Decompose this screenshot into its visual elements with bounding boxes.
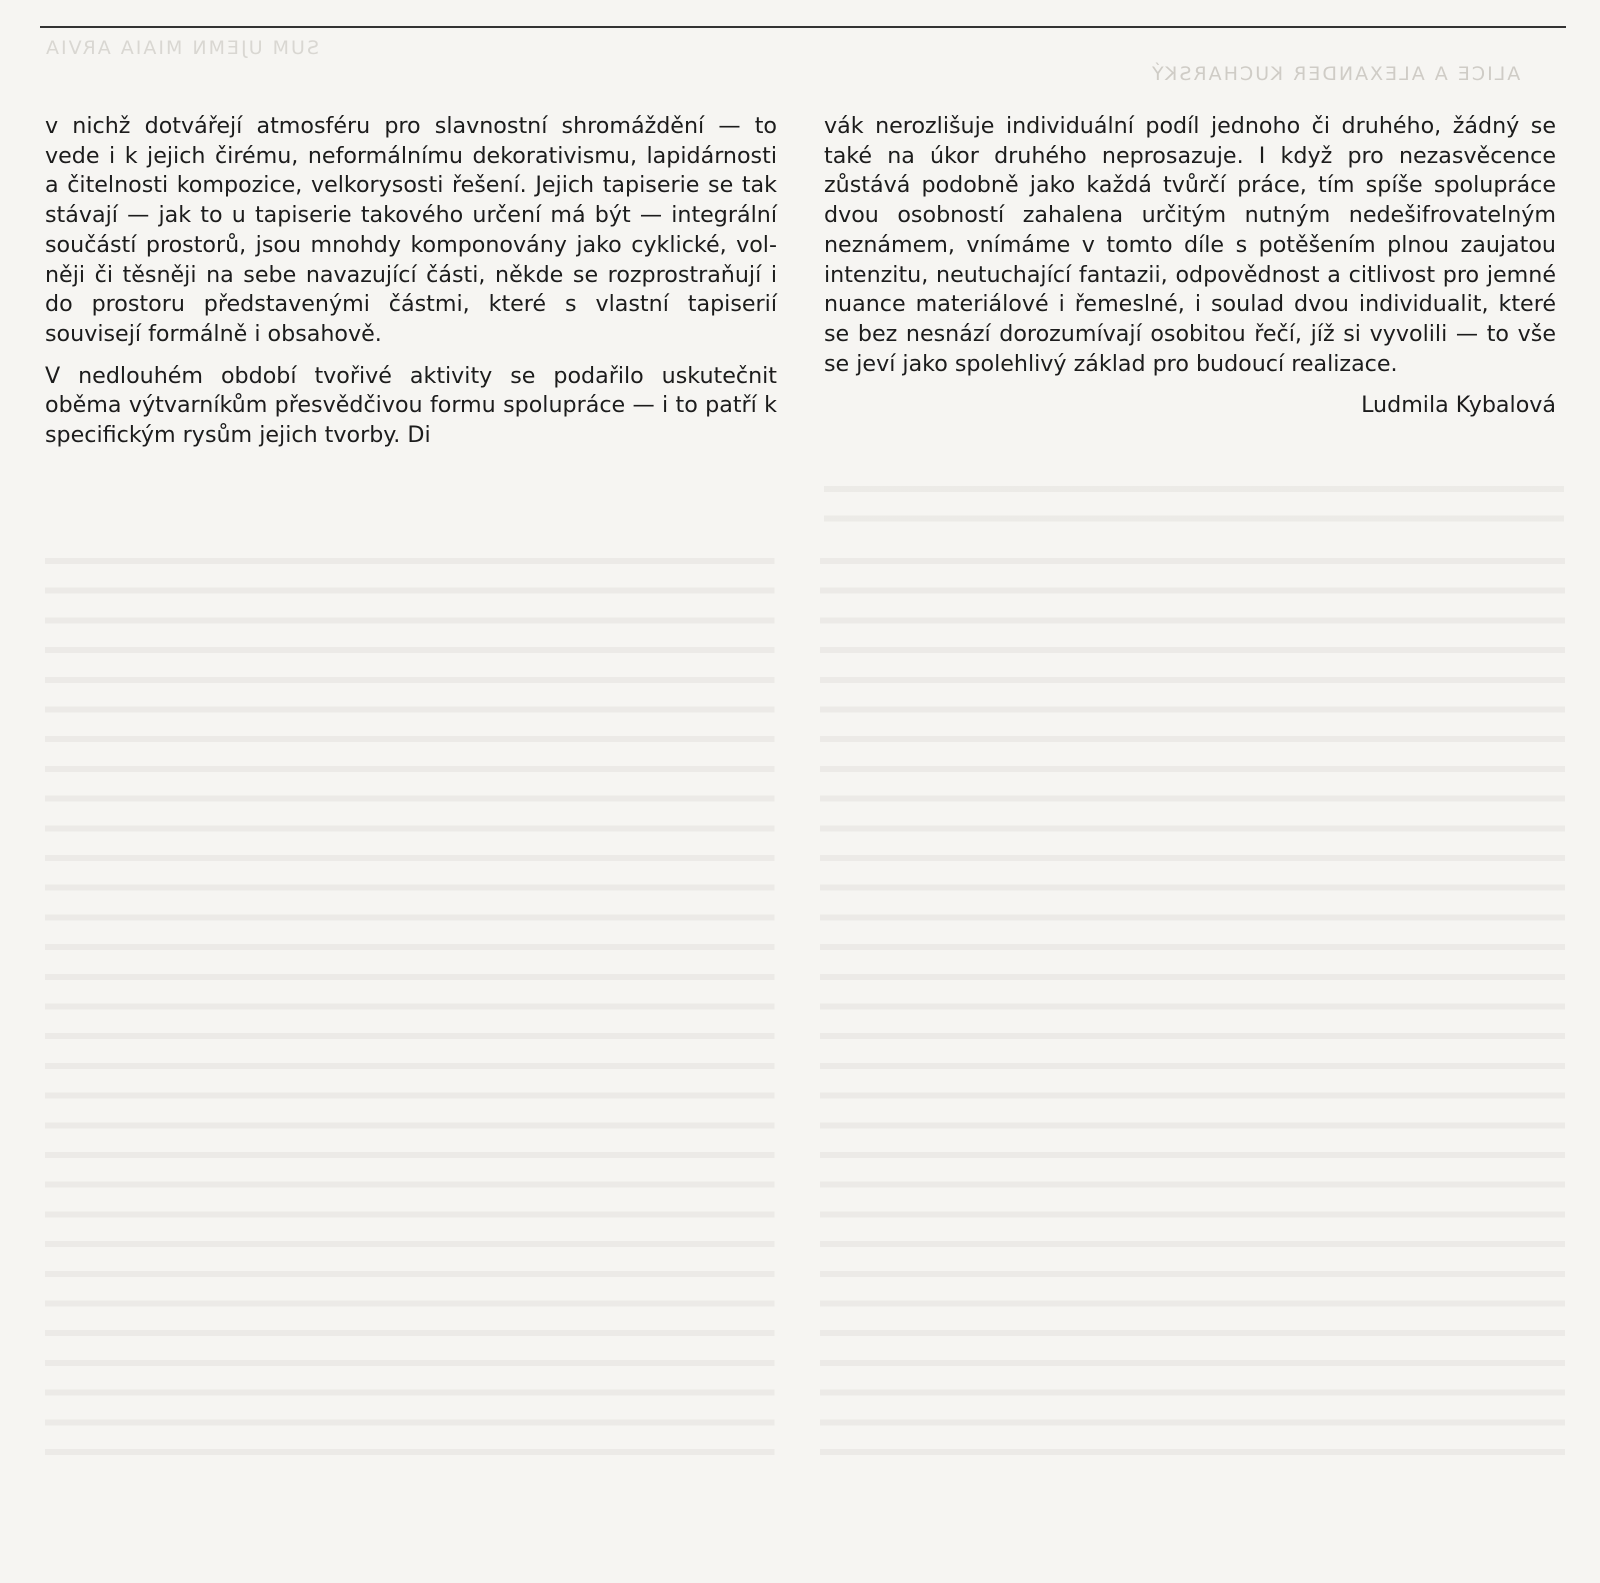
right-paragraph-1: vák nerozlišuje individuální podíl jednoho či druhého, žádný se také na úkor druhého neprosazuje. I když pro nezasvěcence zůstává podobně jako každá tvůrčí práce, tím spíše spolupráce dvou osobností zahalena určitým nutným nedešifrovatelným neznámem, vnímáme v tomto díle s potěšením plnou zaujatou intenzitu, neutuchající fantazii, odpovědnost a citlivost pro jemné nuance materiálové i řemeslné, i soulad dvou individualit, které se bez nesnází dorozumívají osobitou řečí, jíž si vyvolili — to vše se jeví jako spolehlivý základ pro budoucí realizace. [824,113,1556,377]
left-column [45,112,777,463]
show-through-running-head-left: SUM UJEMN MIAIA ARVIA [44,37,319,59]
author-signature: Ludmila Kybalová [1361,392,1556,419]
show-through-running-head-right: ALICE A ALEXANDER KUCHARSKÝ [1150,63,1521,85]
top-rule [40,26,1566,28]
left-paragraph-2: V nedlouhém období tvořivé aktivity se podařilo uskutečnit oběma výtvarníkům přesvědčivou formu spolupráce — i to patří k specifickým rysům jejich tvorby. Di [45,362,777,449]
show-through-text-top-right [824,468,1564,540]
show-through-text [45,540,1565,1470]
left-paragraph-1: v nichž dotvářejí atmosféru pro slavnostní shromáždění — to vede i k jejich čirému, neformálnímu dekorativismu, lapidárnosti a čitelnosti kompozice, velkorysosti řešení. Jejich tapiserie se tak stávají — jak to u tapiserie takového určení má být — integrální součástí prostorů, jsou mnohdy komponovány jako cyklické, volněji či těsněji na sebe navazující části, někde se rozprostraňují i do prostoru představenými částmi, které s vlastní tapiserií souvisejí formálně i obsahově. [45,113,777,347]
right-column [824,112,1556,421]
